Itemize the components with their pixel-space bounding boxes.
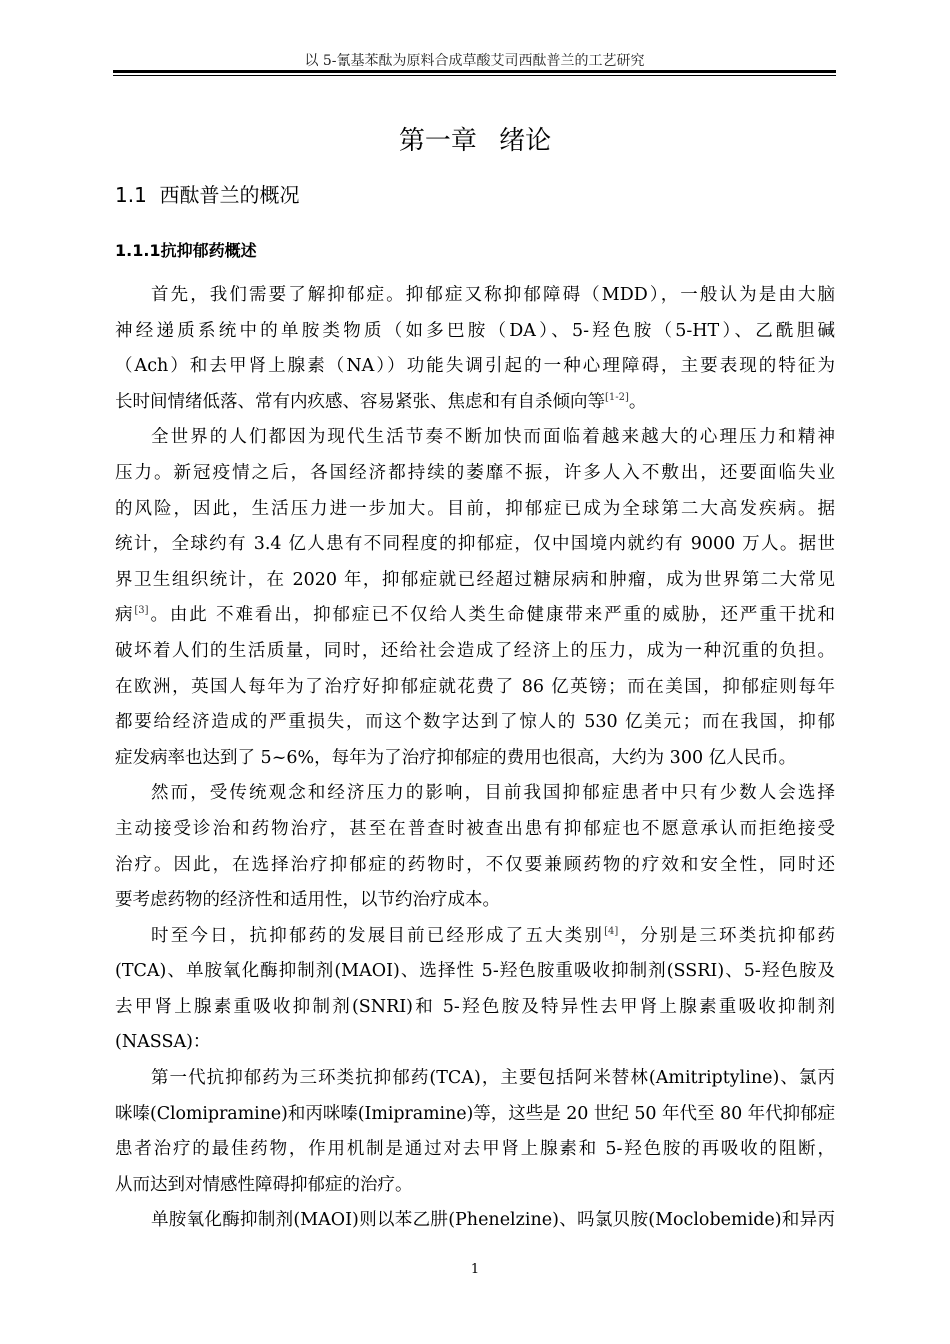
text-line [115, 776, 835, 812]
text-line [115, 1203, 835, 1239]
line-text: 病 [115, 605, 135, 626]
text-line [115, 741, 835, 777]
subsection-heading [115, 238, 257, 261]
text-line [115, 1061, 835, 1097]
text-line [115, 670, 835, 706]
running-header: 以 5-氰基苯酞为原料合成草酸艾司西酞普兰的工艺研究 [304, 53, 645, 69]
paragraph [115, 919, 835, 1061]
line-text: 。由此 不难看出，抑郁症已不仅给人类生命健康带来严重的威胁，还严重干扰和 [148, 605, 835, 626]
subsection-number: 1.1.1 [115, 241, 161, 260]
line-text: 在欧洲，英国人每年为了治疗好抑郁症就花费了 86 亿英镑；而在美国，抑郁症则每年 [115, 676, 835, 697]
text-line [115, 705, 835, 741]
text-line [115, 456, 835, 492]
subsection-title: 抗抑郁药概述 [160, 241, 257, 260]
line-text: 首先，我们需要了解抑郁症。抑郁症又称抑郁障碍（MDD），一般认为是由大脑 [151, 285, 835, 305]
line-text: （Ach）和去甲肾上腺素（NA））功能失调引起的一种心理障碍，主要表现的特征为 [115, 356, 835, 377]
text-line [115, 420, 835, 456]
line-text: 症发病率也达到了 5~6%，每年为了治疗抑郁症的费用也很高，大约为 300 亿人民币。 [115, 747, 797, 768]
text-line [115, 1132, 835, 1168]
text-line [115, 349, 835, 385]
line-text: 压力。新冠疫情之后，各国经济都持续的萎靡不振，许多人入不敷出，还要面临失业 [115, 462, 835, 483]
page-number: 1 [470, 1262, 480, 1277]
citation: [1-2] [605, 391, 629, 403]
line-text: 的风险，因此，生活压力进一步加大。目前，抑郁症已成为全球第二大高发疾病。据 [115, 498, 835, 519]
line-text: 破坏着人们的生活质量，同时，还给社会造成了经济上的压力，成为一种沉重的负担。 [115, 640, 835, 661]
header-rule-thin [113, 75, 836, 76]
citation: [4] [604, 925, 619, 937]
line-text: 第一代抗抑郁药为三环类抗抑郁药(TCA)，主要包括阿米替林(Amitriptyline)、氯丙 [151, 1068, 835, 1089]
paragraph [115, 776, 835, 918]
line-text: 咪嗪(Clomipramine)和丙咪嗪(Imipramine)等，这些是 20 世纪 50 年代至 80 年代抑郁症 [115, 1103, 835, 1124]
text-line [115, 634, 835, 670]
paragraph [115, 1203, 835, 1239]
text-line [115, 919, 835, 955]
line-text: 去甲肾上腺素重吸收抑制剂(SNRI)和 5-羟色胺及特异性去甲肾上腺素重吸收抑制剂 [115, 996, 835, 1017]
paragraph [115, 420, 835, 776]
text-line [115, 1097, 835, 1133]
body-text [115, 278, 835, 1239]
line-text: 。 [628, 391, 647, 412]
section-title: 西酞普兰的概况 [159, 183, 300, 207]
line-text: 从而达到对情感性障碍抑郁症的治疗。 [115, 1174, 413, 1195]
line-text: (TCA)、单胺氧化酶抑制剂(MAOI)、选择性 5-羟色胺重吸收抑制剂(SSRI)、5-羟色胺及 [115, 961, 835, 982]
text-line [115, 990, 835, 1026]
line-text: ，分别是三环类抗抑郁药 [618, 925, 835, 946]
section-heading [115, 179, 300, 208]
text-line [115, 598, 835, 634]
text-line [115, 563, 835, 599]
line-text: 长时间情绪低落、常有内疚感、容易紧张、焦虑和有自杀倾向等 [115, 391, 605, 412]
text-line [115, 527, 835, 563]
text-line [115, 954, 835, 990]
text-line [115, 314, 835, 350]
paragraph [115, 1061, 835, 1203]
line-text: (NASSA)： [115, 1032, 211, 1053]
text-line [115, 278, 835, 314]
text-line [115, 1025, 835, 1061]
paragraph [115, 278, 835, 420]
text-line [115, 848, 835, 884]
line-text: 然而，受传统观念和经济压力的影响，目前我国抑郁症患者中只有少数人会选择 [151, 783, 835, 804]
line-text: 要考虑药物的经济性和适用性，以节约治疗成本。 [115, 890, 500, 911]
line-text: 都要给经济造成的严重损失，而这个数字达到了惊人的 530 亿美元；而在我国，抑郁 [115, 712, 835, 733]
line-text: 统计，全球约有 3.4 亿人患有不同程度的抑郁症，仅中国境内就约有 9000 万人。据世 [115, 534, 835, 555]
line-text: 界卫生组织统计，在 2020 年，抑郁症就已经超过糖尿病和肿瘤，成为世界第二大常见 [115, 569, 835, 590]
line-text: 主动接受诊治和药物治疗，甚至在普查时被查出患有抑郁症也不愿意承认而拒绝接受 [115, 818, 835, 839]
text-line [115, 812, 835, 848]
citation: [3] [134, 605, 149, 617]
line-text: 神经递质系统中的单胺类物质（如多巴胺（DA）、5-羟色胺（5-HT）、乙酰胆碱 [115, 320, 835, 341]
text-line [115, 492, 835, 528]
header-rule-thick [113, 70, 836, 73]
chapter-title: 第一章 绪论 [398, 126, 552, 156]
section-number: 1.1 [115, 183, 147, 207]
line-text: 单胺氧化酶抑制剂(MAOI)则以苯乙肼(Phenelzine)、吗氯贝胺(Moclobemide)和异丙 [151, 1210, 835, 1231]
line-text: 治疗。因此，在选择治疗抑郁症的药物时，不仅要兼顾药物的疗效和安全性，同时还 [115, 854, 835, 875]
line-text: 患者治疗的最佳药物，作用机制是通过对去甲肾上腺素和 5-羟色胺的再吸收的阻断， [115, 1139, 835, 1160]
text-line [115, 385, 835, 421]
text-line [115, 1168, 835, 1204]
text-line [115, 883, 835, 919]
line-text: 时至今日，抗抑郁药的发展目前已经形成了五大类别 [151, 925, 605, 946]
line-text: 全世界的人们都因为现代生活节奏不断加快而面临着越来越大的心理压力和精神 [151, 427, 835, 448]
